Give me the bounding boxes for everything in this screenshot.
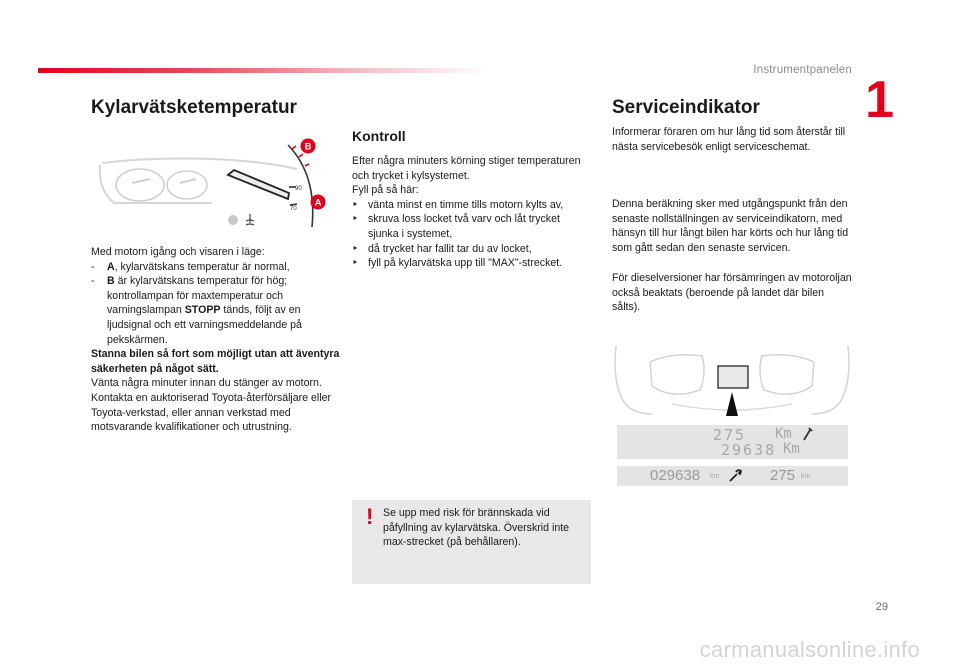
- warning-icon: !: [366, 504, 374, 529]
- service-km-unit-bottom: km: [801, 473, 811, 480]
- footer-watermark: carmanualsonline.info: [699, 637, 920, 662]
- service-km-value: 275: [713, 426, 747, 444]
- header-accent-bar: [38, 68, 488, 73]
- odometer-unit-bottom: km: [710, 473, 720, 480]
- safety-warning-text: Stanna bilen så fort som möjligt utan att äventyra säkerheten på något sätt.: [91, 348, 340, 375]
- service-calculation-text: Denna beräkning sker med utgångspunkt från den senaste nollställningen av serviceindikatorn, med hänsyn till hur långt bilen har körts och hur lång tid som gått sedan den senaste servicen.: [612, 198, 849, 254]
- list-item: ‣ vänta minst en timme tills motorn kylts av,: [352, 198, 564, 211]
- page-number: 29: [875, 601, 888, 613]
- odometer-unit: Km: [783, 441, 800, 457]
- chapter-number: 1: [865, 71, 894, 129]
- coolant-description: [91, 245, 341, 435]
- list-item: - A, kylarvätskans temperatur är normal,: [91, 260, 290, 273]
- intro-text: Med motorn igång och visaren i läge:: [91, 246, 265, 258]
- check-description: [352, 154, 590, 271]
- list-item: ‣ fyll på kylarvätska upp till "MAX"-strecket.: [352, 257, 563, 270]
- check-intro: Efter några minuters körning stiger temperaturen och trycket i kylsystemet.: [352, 155, 581, 182]
- wrench-icon: [728, 469, 742, 483]
- check-lead: Fyll på så här:: [352, 184, 419, 197]
- list-item: - B är kylarvätskans temperatur för hög; kontrollampan för maxtemperatur och varningslampan STOPP tänds, följt av en ljudsignal och ett varningsmeddelande på pekskärmen.: [91, 275, 302, 346]
- odometer-value-bottom: 029638: [650, 467, 701, 484]
- dealer-text: Kontakta en auktoriserad Toyota-återförsäljare eller Toyota-verkstad, eller annan verkstad med motsvarande kvalifikationer och utrustning.: [91, 391, 332, 434]
- service-km-unit: Km: [775, 426, 792, 442]
- caution-text: Se upp med risk för brännskada vid påfyllning av kylarvätska. Överskrid inte max-strecket (på behållaren).: [383, 507, 570, 549]
- check-title: Kontroll: [352, 128, 406, 144]
- tick-label-70: 70: [290, 206, 297, 212]
- wrench-icon: [803, 427, 813, 441]
- list-item: ‣ skruva loss locket två varv och låt trycket sjunka i systemet,: [352, 213, 560, 240]
- odometer-value: 29638: [721, 441, 777, 459]
- service-cluster-figure: [612, 342, 852, 420]
- service-display-bottom: [617, 466, 848, 486]
- coolant-temp-title: Kylarvätsketemperatur: [91, 97, 297, 118]
- service-display-top: [617, 425, 848, 459]
- marker-a-label: A: [314, 197, 322, 209]
- list-item: ‣ då trycket har fallit tar du av locket,: [352, 242, 532, 255]
- service-km-value-bottom: 275: [770, 467, 796, 484]
- wait-text: Vänta några minuter innan du stänger av motorn.: [91, 377, 322, 390]
- service-indicator-title: Serviceindikator: [612, 97, 760, 118]
- service-intro: Informerar föraren om hur lång tid som återstår till nästa servicebesök enligt serviceschemat.: [612, 126, 846, 153]
- caution-box: [352, 500, 591, 584]
- tick-label-90: 90: [295, 186, 302, 192]
- section-name: Instrumentpanelen: [753, 64, 852, 76]
- coolant-gauge-figure: [92, 135, 342, 235]
- service-diesel-text: För dieselversioner har försämringen av motoroljan också beaktats (beroende på landet där bilen sålts).: [612, 272, 852, 314]
- marker-b-label: B: [304, 141, 312, 153]
